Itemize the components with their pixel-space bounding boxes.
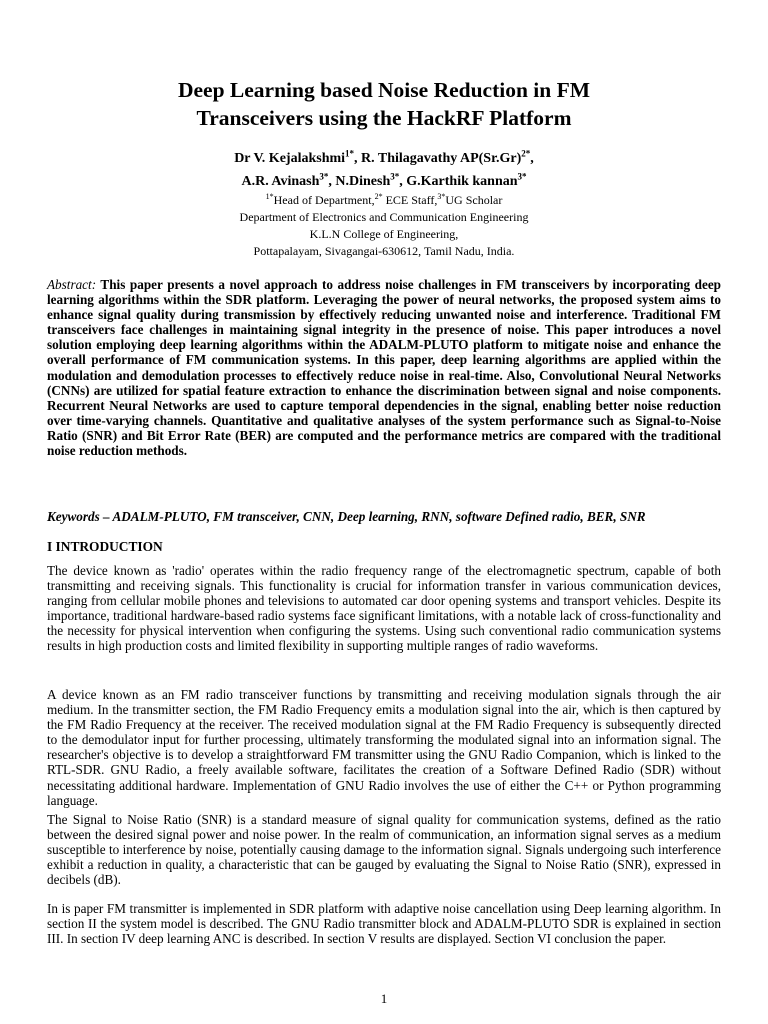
paragraph: The device known as 'radio' operates within the radio frequency range of the electromagnetic spectrum, capable of both transmitting and receiving signals. This functionality is crucial for information transfer in various communication devices, ranging from cellular mobile phones and televisions to automated car door opening systems and transport vehicles. Despite its importance, traditional hardware-based radio systems face significant limitations, with a notable lack of cross-functionality and the necessity for physical intervention when configuring the systems. Using such conventional radio communication systems results in high production costs and limited flexibility in supporting multiple ranges of radio waveforms. [47, 563, 721, 654]
abstract-text: This paper presents a novel approach to address noise challenges in FM transceivers by incorporating deep learning algorithms within the SDR platform. Leveraging the power of neural networks, the proposed system aims to enhance signal quality during transmission by effectively reducing unwanted noise and interference. Traditional FM transceivers face challenges in maintaining signal integrity in the presence of noise. This paper introduces a novel solution employing deep learning algorithms within the ADALM-PLUTO platform to mitigate noise and enhance the overall performance of FM communication systems. In this paper, deep learning algorithms are applied within the modulation and demodulation processes to effectively reduce noise in real-time. Also, Convolutional Neural Networks (CNNs) are utilized for spatial feature extraction to enhance the discrimination between signal and noise components. Recurrent Neural Networks are used to capture temporal dependencies in the signal, enabling better noise reduction over time-varying channels. Quantitative and qualitative analyses of the system performance such as Signal-to-Noise Ratio (SNR) and Bit Error Rate (BER) are computed and the performance metrics are compared with the traditional noise reduction methods. [47, 277, 722, 459]
section-heading: I INTRODUCTION [47, 539, 163, 554]
author-name: R. Thilagavathy AP(Sr.Gr) [361, 151, 522, 166]
address-line: Pottapalayam, Sivagangai-630612, Tamil Nadu, India. [253, 244, 515, 258]
author-marker: 3* [517, 171, 527, 182]
author-list [60, 147, 708, 193]
role-text: ECE Staff, [382, 193, 438, 207]
author-line-2: A.R. Avinash$^{3*}$, N.Dinesh$^{3*}$, G.Karthik kannan$^{3*}$ [241, 171, 527, 189]
abstract-label: Abstract: [47, 277, 97, 292]
keywords: Keywords – ADALM-PLUTO, FM transceiver, CNN, Deep learning, RNN, software Defined radio, BER, SNR [47, 509, 646, 524]
author-name: N.Dinesh [335, 174, 391, 189]
role-marker: 1* [265, 192, 274, 201]
page-number: 1 [380, 991, 388, 1006]
paragraph: In is paper FM transmitter is implemented in SDR platform with adaptive noise cancellation using Deep learning algorithm. In section II the system model is described. The GNU Radio transmitter block and ADALM-PLUTO SDR is explained in section III. In section IV deep learning ANC is described. In section V results are displayed. Section VI conclusion the paper. [47, 901, 721, 947]
author-name: G.Karthik kannan [406, 174, 518, 189]
abstract [47, 277, 721, 458]
role-text: Head of Department, [273, 193, 375, 207]
department-line: Department of Electronics and Communication Engineering [239, 210, 529, 224]
paragraph: The Signal to Noise Ratio (SNR) is a standard measure of signal quality for communication systems, defined as the ratio between the desired signal power and noise power. In the realm of communication, an information signal serves as a medium susceptible to interference by noise, potentially causing damage to the information signal. Signals undergoing such interference exhibit a reduction in quality, a characteristic that can be gauged by evaluating the Signal to Noise Ratio (SNR), expressed in decibels (dB). [47, 812, 721, 888]
role-marker: 2* [374, 192, 383, 201]
role-marker: 3* [437, 192, 446, 201]
author-line-1: Dr V. Kejalakshmi$^{1*}$, R. Thilagavathy $AP(Sr.Gr)^{2*}$, [234, 148, 534, 166]
author-name: Dr V. Kejalakshmi [234, 151, 346, 166]
author-marker: 3* [390, 171, 400, 182]
author-marker: 3* [319, 171, 329, 182]
title-line-1: Deep Learning based Noise Reduction in FM [177, 78, 591, 102]
role-text: UG Scholar [445, 193, 503, 207]
title-line-2: Transceivers using the HackRF Platform [196, 106, 572, 130]
paragraph: A device known as an FM radio transceiver functions by transmitting and receiving modulation signals through the air medium. In the transmitter section, the FM Radio Frequency emits a modulation signal into the air, which is then captured by the FM Radio Frequency at the receiver. The received modulation signal at the FM Radio Frequency is subsequently directed to the demodulator input for further processing, ultimately transforming the modulated signal into an information signal. The researcher's objective is to develop a straightforward FM transmitter using the GNU Radio Companion, which is linked to the RTL-SDR. GNU Radio, a freely available software, facilitates the creation of a Software Defined Radio (SDR) without necessitating additional hardware. Implementation of GNU Radio involves the use of either the C++ or Python programming language. [47, 687, 721, 808]
author-marker: 2* [521, 148, 531, 159]
affiliation-block [60, 192, 708, 260]
paper-title [60, 76, 708, 132]
role-line [60, 192, 708, 209]
college-line: K.L.N College of Engineering, [309, 227, 459, 241]
author-marker: 1* [345, 148, 355, 159]
author-name: A.R. Avinash [241, 174, 320, 189]
